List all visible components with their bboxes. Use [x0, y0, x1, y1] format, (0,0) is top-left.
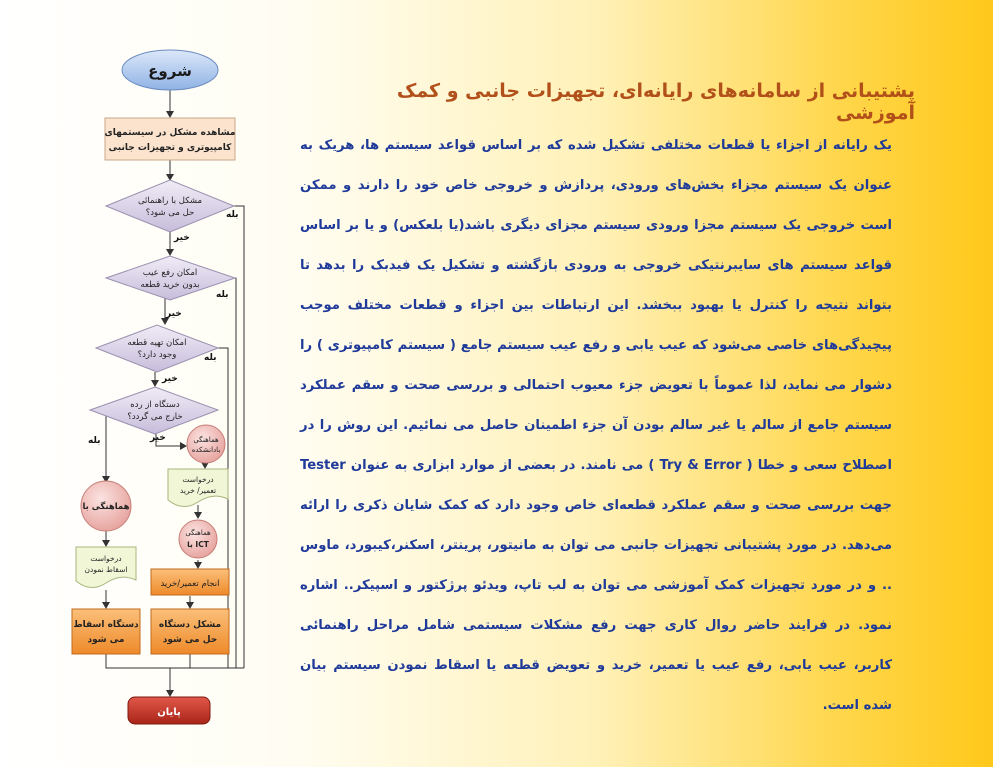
q4-no-label: خیر [150, 433, 166, 443]
decision-guidance [106, 180, 234, 232]
coordinate-left-circle [81, 481, 131, 531]
coord-ict-line2: با ICT [187, 540, 209, 549]
q2-yes-label: بله [216, 290, 229, 300]
flowchart [0, 0, 300, 767]
scrapped-line2: می شود [87, 635, 125, 645]
q1-no-label: خیر [174, 233, 190, 243]
q3-line2: وجود دارد؟ [137, 350, 177, 360]
start-label: شروع [148, 62, 192, 80]
q1-line2: حل می شود؟ [145, 208, 195, 218]
coordinate-faculty-circle [187, 425, 225, 463]
q2-line1: امکان رفع عیب [142, 268, 198, 278]
q3-no-label: خیر [162, 374, 178, 384]
q4-line2: خارج می گردد؟ [127, 412, 183, 422]
scrapped-line1: دستگاه اسقاط [73, 620, 139, 630]
do-repair-process [151, 569, 229, 595]
end-label: پایان [157, 707, 181, 718]
request-repair-line1: درخواست [182, 475, 214, 484]
article-body [300, 126, 892, 726]
do-repair-label: انجام تعمیر/خرید [160, 579, 220, 589]
q4-line1: دستگاه از رده [130, 400, 180, 410]
observe-process [104, 118, 235, 160]
coord-uni-line2: بادانشکده [191, 446, 221, 454]
coord-left-label: هماهنگی با [82, 502, 130, 512]
request-scrap-line2: اسقاط نمودن [84, 565, 128, 574]
article-title: پشتیبانی از سامانه‌های رایانه‌ای، تجهیزات جانبی و کمک آموزشی [396, 80, 915, 124]
q1-yes-label: بله [226, 210, 239, 220]
q4-yes-label: بله [88, 436, 101, 446]
problem-solved-process [151, 609, 229, 654]
q2-no-label: خیر [166, 309, 182, 319]
observe-line2: کامپیوتری و تجهیزات جانبی [108, 143, 232, 153]
solved-line2: حل می شود [162, 635, 218, 645]
end-terminal [128, 697, 210, 724]
coord-uni-line1: هماهنگی [193, 436, 219, 444]
request-scrap-line1: درخواست [90, 554, 122, 563]
request-scrap-note [76, 547, 136, 588]
coord-ict-line1: هماهنگی [185, 529, 211, 537]
article-paragraph: یک رایانه از اجزاء یا قطعات مختلفی تشکیل شده که بر اساس قواعد سیستم ها، هریک به عنوان یک سیستم مجزاء بخش‌های ورودی، پردازش و خروجی خاص خود را دارند و ممکن است خروجی یک سیستم مجزا ورودی سیستم مجزای دیگری باشد(یا بلعکس) و یا بر اساس قواعد سیستم های سایبرنتیکی خروجی به ورودی بازگشته و تشکیل یک فیدبک را بدهد تا بتواند نتیجه را کنترل یا بهبود ببخشد. این ارتباطات بین اجزاء و قطعات مختلف موجب پیچیدگی‌های خاصی می‌شود که عیب یابی و رفع عیب سیستم جامع ( سیستم کامپیوتری ) را دشوار می نماید، لذا عموماً با تعویض جزء معیوب احتمالی و بررسی صحت و سقم عملکرد سیستم جامع از سالم یا غیر سالم بودن آن جزء اطمینان حاصل می نمائیم. این روش را در اصطلاح سعی و خطا ( Try & Error ) می نامند. در بعضی از موارد ابزاری به عنوان Tester جهت بررسی صحت و سقم عملکرد قطعه‌ای خاص وجود دارد که کمک شایان ذکری را ارائه می‌دهد. در مورد پشتیبانی تجهیزات جانبی می توان به مانیتور، پرینتر، اسکنر،کیبورد، ماوس .. و در مورد تجهیزات کمک آموزشی می توان به لب تاپ، ویدئو پرژکتور و اسپیکر.. اشاره نمود. در فرایند حاضر روال کاری جهت رفع مشکلات سیستمی شامل مراحل راهنمائی کاربر، عیب یابی، رفع عیب یا تعمیر، خرید و تعویض قطعه یا اسقاط نمودن سیستم بیان شده است. [300, 138, 892, 713]
q1-line1: مشکل با راهنمائی [137, 196, 203, 206]
solved-line1: مشکل دستگاه [158, 620, 222, 630]
start-terminal [122, 50, 218, 90]
request-repair-line2: تعمیر/ خرید [179, 486, 217, 495]
request-repair-note [168, 469, 228, 507]
q3-yes-label: بله [204, 353, 217, 363]
coordinate-ict-circle [179, 520, 217, 558]
device-scrapped-process [72, 609, 140, 654]
decision-part-available [96, 325, 218, 372]
q2-line2: بدون خرید قطعه [140, 280, 200, 290]
observe-line1: مشاهده مشکل در سیستمهای [104, 128, 236, 138]
q3-line1: امکان تهیه قطعه [127, 338, 187, 348]
